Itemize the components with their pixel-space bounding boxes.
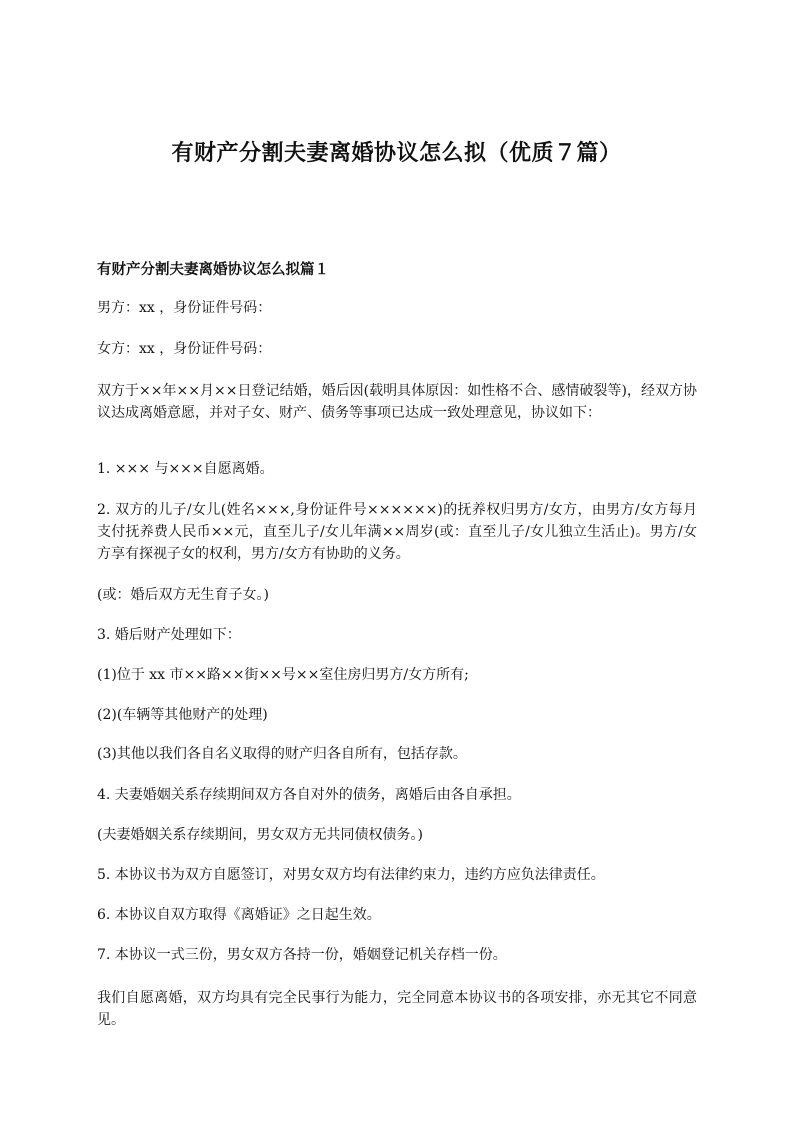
clause-5: 5. 本协议书为双方自愿签订，对男女双方均有法律约束力，违约方应负法律责任。 [97, 867, 605, 883]
clause-4-alternative: (夫妻婚姻关系存续期间，男女双方无共同债权债务。) [97, 827, 423, 843]
paragraph-male-party: 男方：xx ，身份证件号码： [97, 300, 272, 316]
closing-statement: 我们自愿离婚，双方均具有完全民事行为能力，完全同意本协议书的各项安排，亦无其它不同意见。 [97, 990, 697, 1028]
paragraph-preamble: 双方于××年××月××日登记结婚，婚后因(载明具体原因：如性格不合、感情破裂等)，经双方协议达成离婚意愿，并对子女、财产、债务等事项已达成一致处理意见，协议如下： [97, 383, 697, 421]
clause-1: 1. ××× 与×××自愿离婚。 [97, 461, 274, 477]
clause-4: 4. 夫妻婚姻关系存续期间双方各自对外的债务，离婚后由各自承担。 [97, 787, 521, 803]
clause-3-item-3: (3)其他以我们各自名义取得的财产归各自所有，包括存款。 [97, 746, 467, 762]
clause-7: 7. 本协议一式三份，男女双方各持一份，婚姻登记机关存档一份。 [97, 947, 507, 963]
document-title: 有财产分割夫妻离婚协议怎么拟（优质７篇） [171, 141, 622, 166]
clause-2-alternative: (或：婚后双方无生育子女。) [97, 587, 269, 603]
clause-3: 3. 婚后财产处理如下： [97, 627, 241, 643]
clause-3-item-1: (1)位于 xx 市××路××街××号××室住房归男方/女方所有; [97, 667, 469, 683]
clause-6: 6. 本协议自双方取得《离婚证》之日起生效。 [97, 907, 381, 923]
paragraph-female-party: 女方：xx ，身份证件号码： [97, 341, 272, 357]
clause-2: 2. 双方的儿子/女儿(姓名×××,身份证件号××××××)的抚养权归男方/女方，由男方/女方每月支付抚养费人民币××元，直至儿子/女儿年满××周岁(或：直至儿子/女儿独立生活止)。男方/女方享有探视子女的权利，男方/女方有协助的义务。 [97, 502, 697, 562]
section-heading: 有财产分割夫妻离婚协议怎么拟篇１ [97, 261, 329, 278]
clause-3-item-2: (2)(车辆等其他财产的处理) [97, 707, 268, 723]
